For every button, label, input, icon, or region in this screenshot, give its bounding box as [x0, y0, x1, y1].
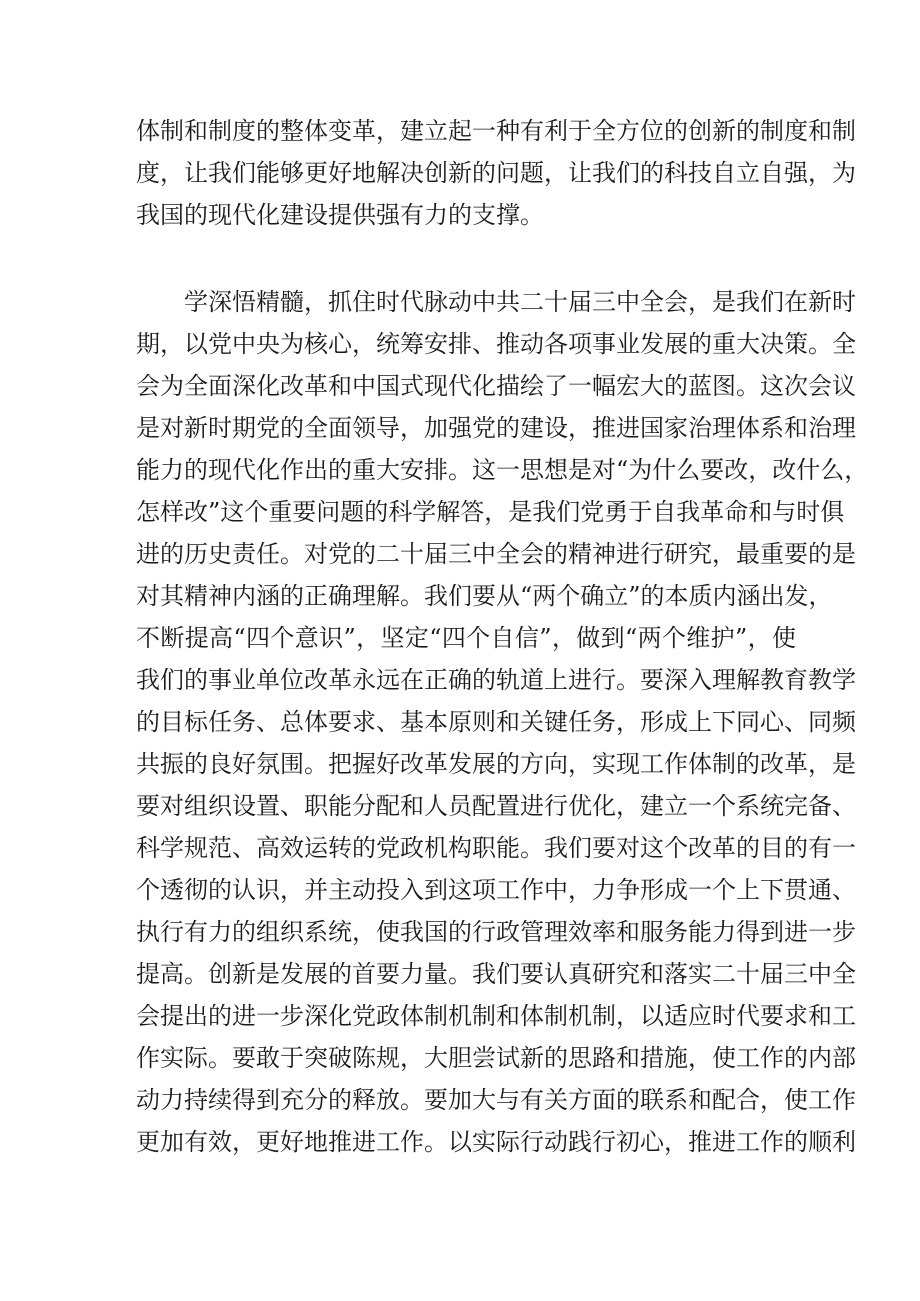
paragraph-line: 是对新时期党的全面领导，加强党的建设，推进国家治理体系和治理 — [136, 414, 856, 442]
paragraph-line: 更加有效，更好地推进工作。以实际行动践行初心，推进工作的顺利 — [136, 1128, 856, 1156]
paragraph-line: 的目标任务、总体要求、基本原则和关键任务，形成上下同心、同频 — [136, 708, 856, 736]
paragraph-line: 体制和制度的整体变革，建立起一种有利于全方位的创新的制度和制 — [136, 117, 856, 145]
paragraph-line: 能力的现代化作出的重大安排。这一思想是对“为什么要改，改什么， — [136, 456, 869, 484]
paragraph-line: 提高。创新是发展的首要力量。我们要认真研究和落实二十届三中全 — [136, 960, 856, 988]
paragraph-line: 学深悟精髓，抓住时代脉动中共二十届三中全会，是我们在新时 — [184, 288, 856, 316]
paragraph-line: 动力持续得到充分的释放。要加大与有关方面的联系和配合，使工作 — [136, 1086, 856, 1114]
paragraph-line: 不断提高“四个意识”，坚定“四个自信”，做到“两个维护”，使 — [136, 624, 796, 652]
paragraph-line: 会为全面深化改革和中国式现代化描绘了一幅宏大的蓝图。这次会议 — [136, 372, 856, 400]
paragraph-line: 要对组织设置、职能分配和人员配置进行优化，建立一个系统完备、 — [136, 792, 856, 820]
paragraph-line: 执行有力的组织系统，使我国的行政管理效率和服务能力得到进一步 — [136, 918, 856, 946]
paragraph-line: 对其精神内涵的正确理解。我们要从“两个确立”的本质内涵出发， — [136, 582, 833, 610]
paragraph-line: 共振的良好氛围。把握好改革发展的方向，实现工作体制的改革，是 — [136, 750, 856, 778]
paragraph-2 — [136, 281, 869, 1163]
paragraph-line: 进的历史责任。对党的二十届三中全会的精神进行研究，最重要的是 — [136, 540, 856, 568]
paragraph-line: 作实际。要敢于突破陈规，大胆尝试新的思路和措施，使工作的内部 — [136, 1044, 856, 1072]
paragraph-line: 度，让我们能够更好地解决创新的问题，让我们的科技自立自强，为 — [136, 159, 856, 187]
paragraph-line: 期，以党中央为核心，统筹安排、推动各项事业发展的重大决策。全 — [136, 330, 856, 358]
paragraph-line: 科学规范、高效运转的党政机构职能。我们要对这个改革的目的有一 — [136, 834, 856, 862]
paragraph-line: 会提出的进一步深化党政体制机制和体制机制，以适应时代要求和工 — [136, 1002, 856, 1030]
paragraph-line: 个透彻的认识，并主动投入到这项工作中，力争形成一个上下贯通、 — [136, 876, 856, 904]
paragraph-line: 我们的事业单位改革永远在正确的轨道上进行。要深入理解教育教学 — [136, 666, 856, 694]
paragraph-line: 怎样改”这个重要问题的科学解答，是我们党勇于自我革命和与时俱 — [136, 498, 845, 526]
paragraph-1 — [136, 110, 856, 236]
paragraph-line: 我国的现代化建设提供强有力的支撑。 — [136, 201, 544, 229]
